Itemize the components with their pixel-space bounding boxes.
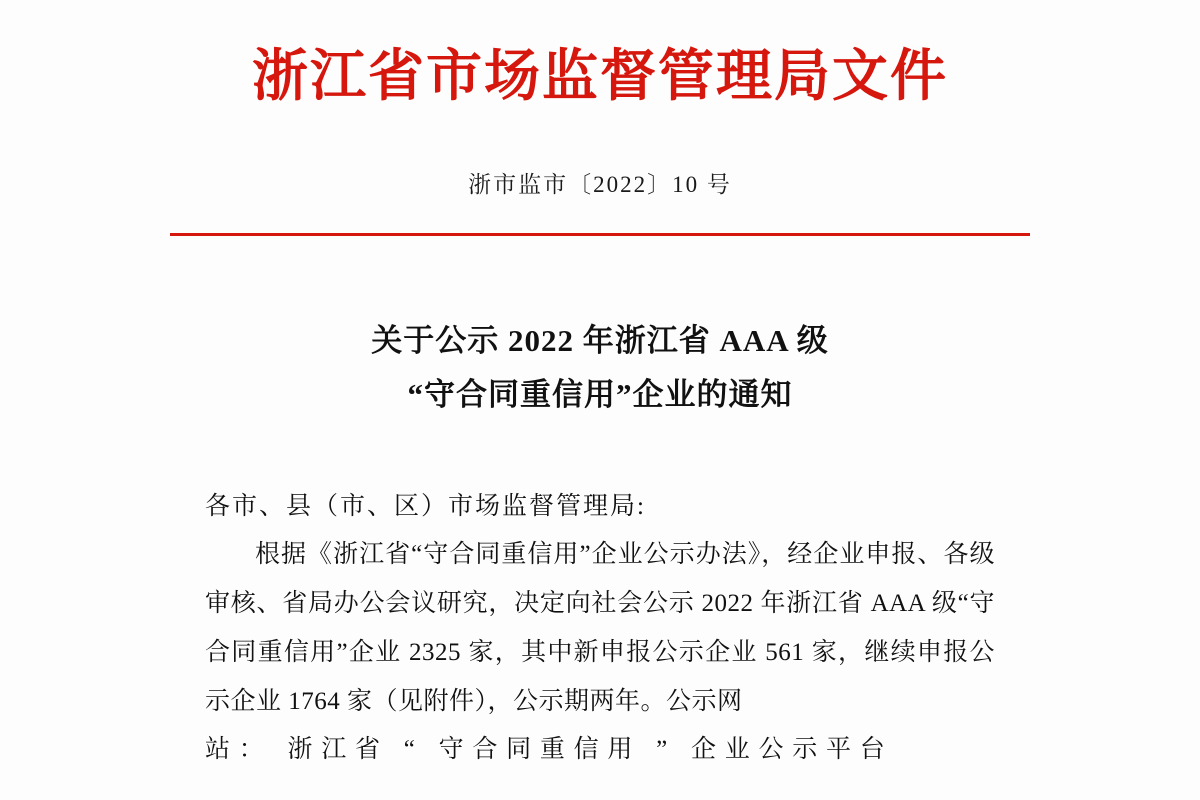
body-paragraph-1: 根据《浙江省“守合同重信用”企业公示办法》，经企业申报、各级审核、省局办公会议研究，决定向社会公示 2022 年浙江省 AAA 级“守合同重信用”企业 2325 家，其中新申报公示企业 561 家，继续申报公示企业 1764 家（见附件），公示期两年。公示网 — [205, 541, 995, 715]
body-paragraph-1-continuation: 站： 浙江省 “ 守合同重信用 ” 企业公示平台 — [205, 736, 894, 764]
page-title-line-1: 关于公示 2022 年浙江省 AAA 级 — [371, 323, 829, 358]
red-divider-rule — [170, 233, 1030, 236]
salutation: 各市、县（市、区）市场监督管理局: — [205, 492, 646, 520]
page-title — [210, 314, 990, 423]
page-title-line-2: “守合同重信用”企业的通知 — [407, 377, 793, 413]
document-number: 浙市监市〔2022〕10 号 — [468, 172, 732, 197]
document-masthead: 浙江省市场监督管理局文件 — [252, 43, 948, 109]
document-body — [205, 483, 995, 776]
